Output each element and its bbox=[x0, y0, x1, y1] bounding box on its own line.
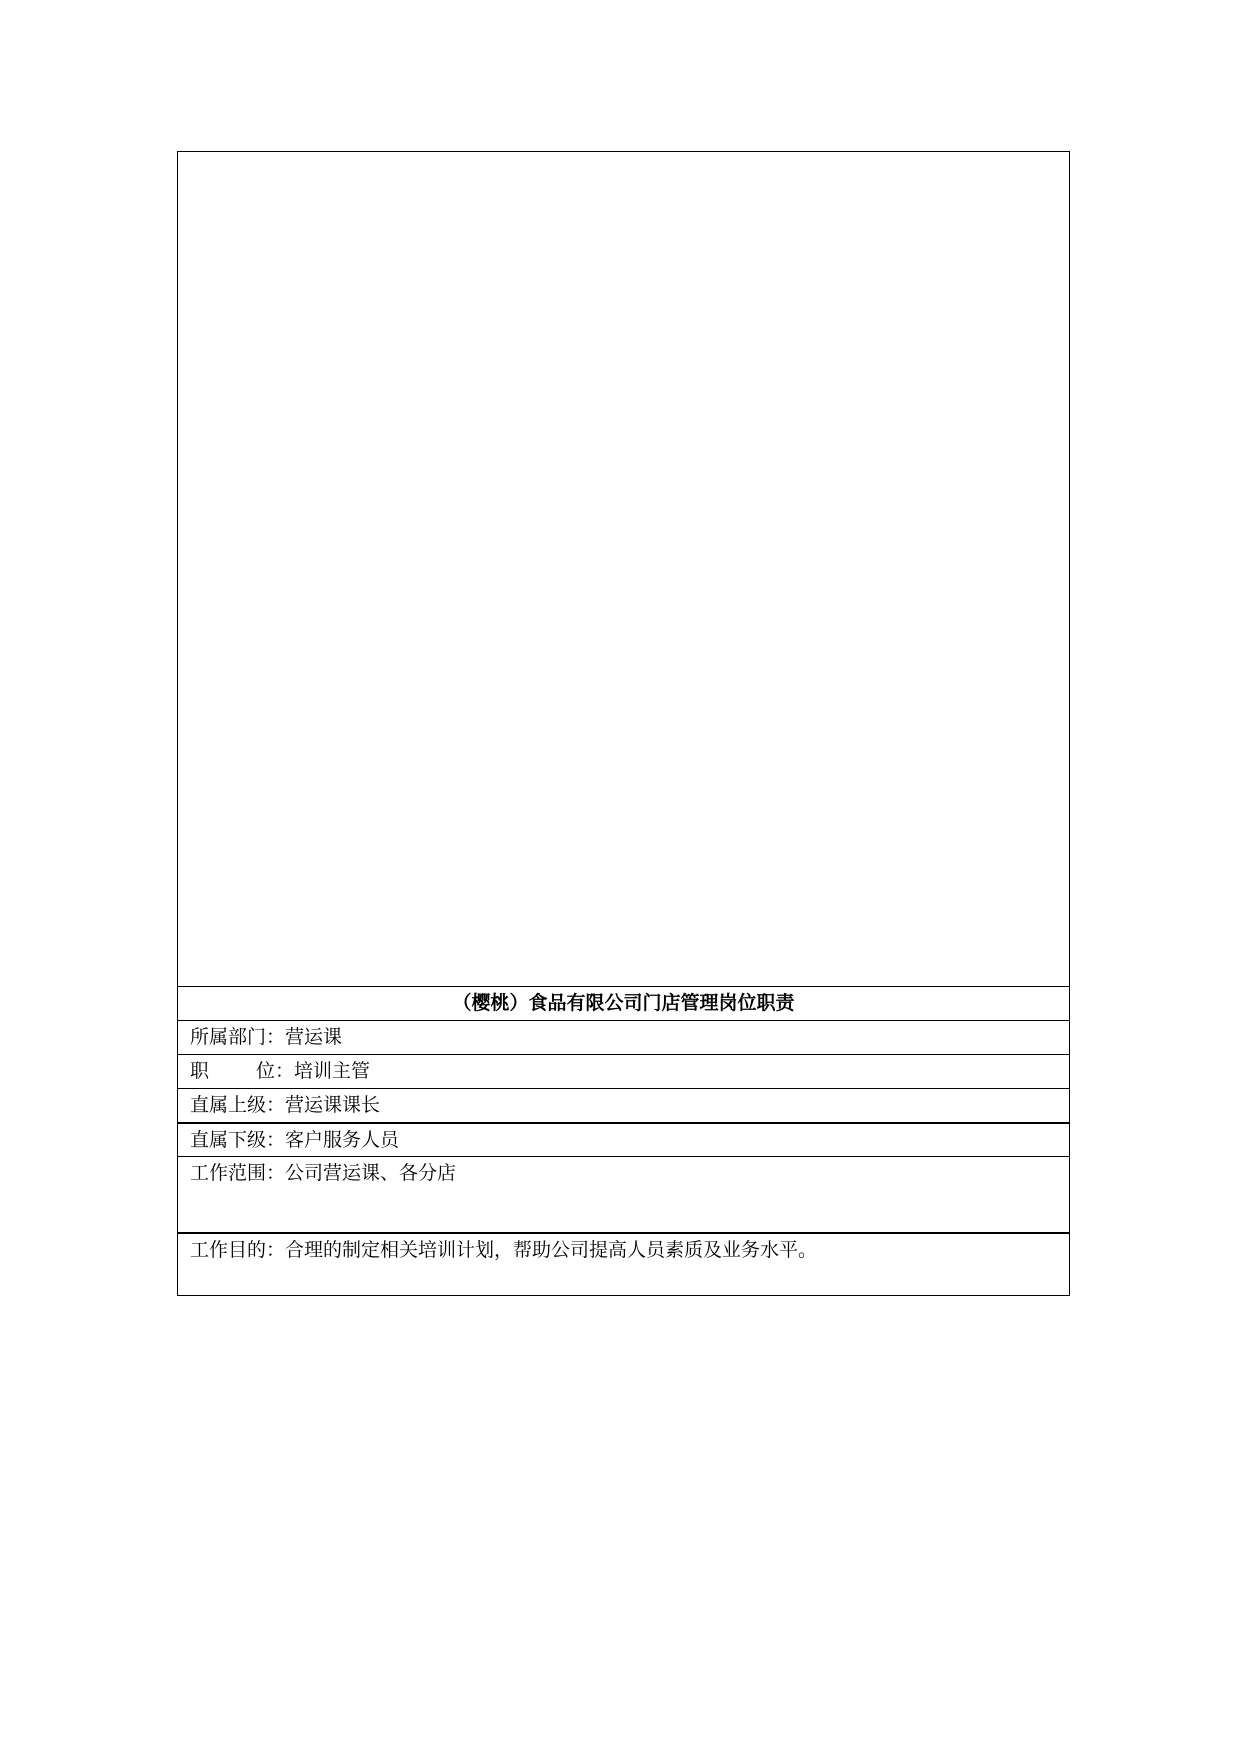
position-value: 培训主管 bbox=[294, 1060, 371, 1082]
document-title: （樱桃）食品有限公司门店管理岗位职责 bbox=[452, 992, 795, 1014]
department-value: 营运课 bbox=[285, 1026, 343, 1048]
blank-cell bbox=[178, 152, 1069, 986]
position-label-part1: 职 bbox=[190, 1060, 210, 1082]
superior-row bbox=[178, 1088, 1069, 1122]
department-row bbox=[178, 1020, 1069, 1054]
subordinate-value: 客户服务人员 bbox=[285, 1129, 400, 1151]
purpose-row bbox=[178, 1232, 1069, 1297]
scope-label: 工作范围： bbox=[190, 1162, 286, 1184]
title-row bbox=[178, 986, 1069, 1020]
superior-value: 营运课课长 bbox=[285, 1094, 381, 1116]
purpose-label: 工作目的： bbox=[190, 1239, 286, 1261]
department-label: 所属部门： bbox=[190, 1026, 286, 1048]
document-table bbox=[177, 151, 1070, 1296]
subordinate-label: 直属下级： bbox=[190, 1129, 286, 1151]
scope-value: 公司营运课、各分店 bbox=[285, 1162, 457, 1184]
superior-label: 直属上级： bbox=[190, 1094, 286, 1116]
scope-row bbox=[178, 1156, 1069, 1232]
position-label-part2: 位： bbox=[256, 1060, 295, 1082]
subordinate-row bbox=[178, 1122, 1069, 1156]
position-row bbox=[178, 1054, 1069, 1088]
purpose-value: 合理的制定相关培训计划，帮助公司提高人员素质及业务水平。 bbox=[285, 1239, 818, 1261]
